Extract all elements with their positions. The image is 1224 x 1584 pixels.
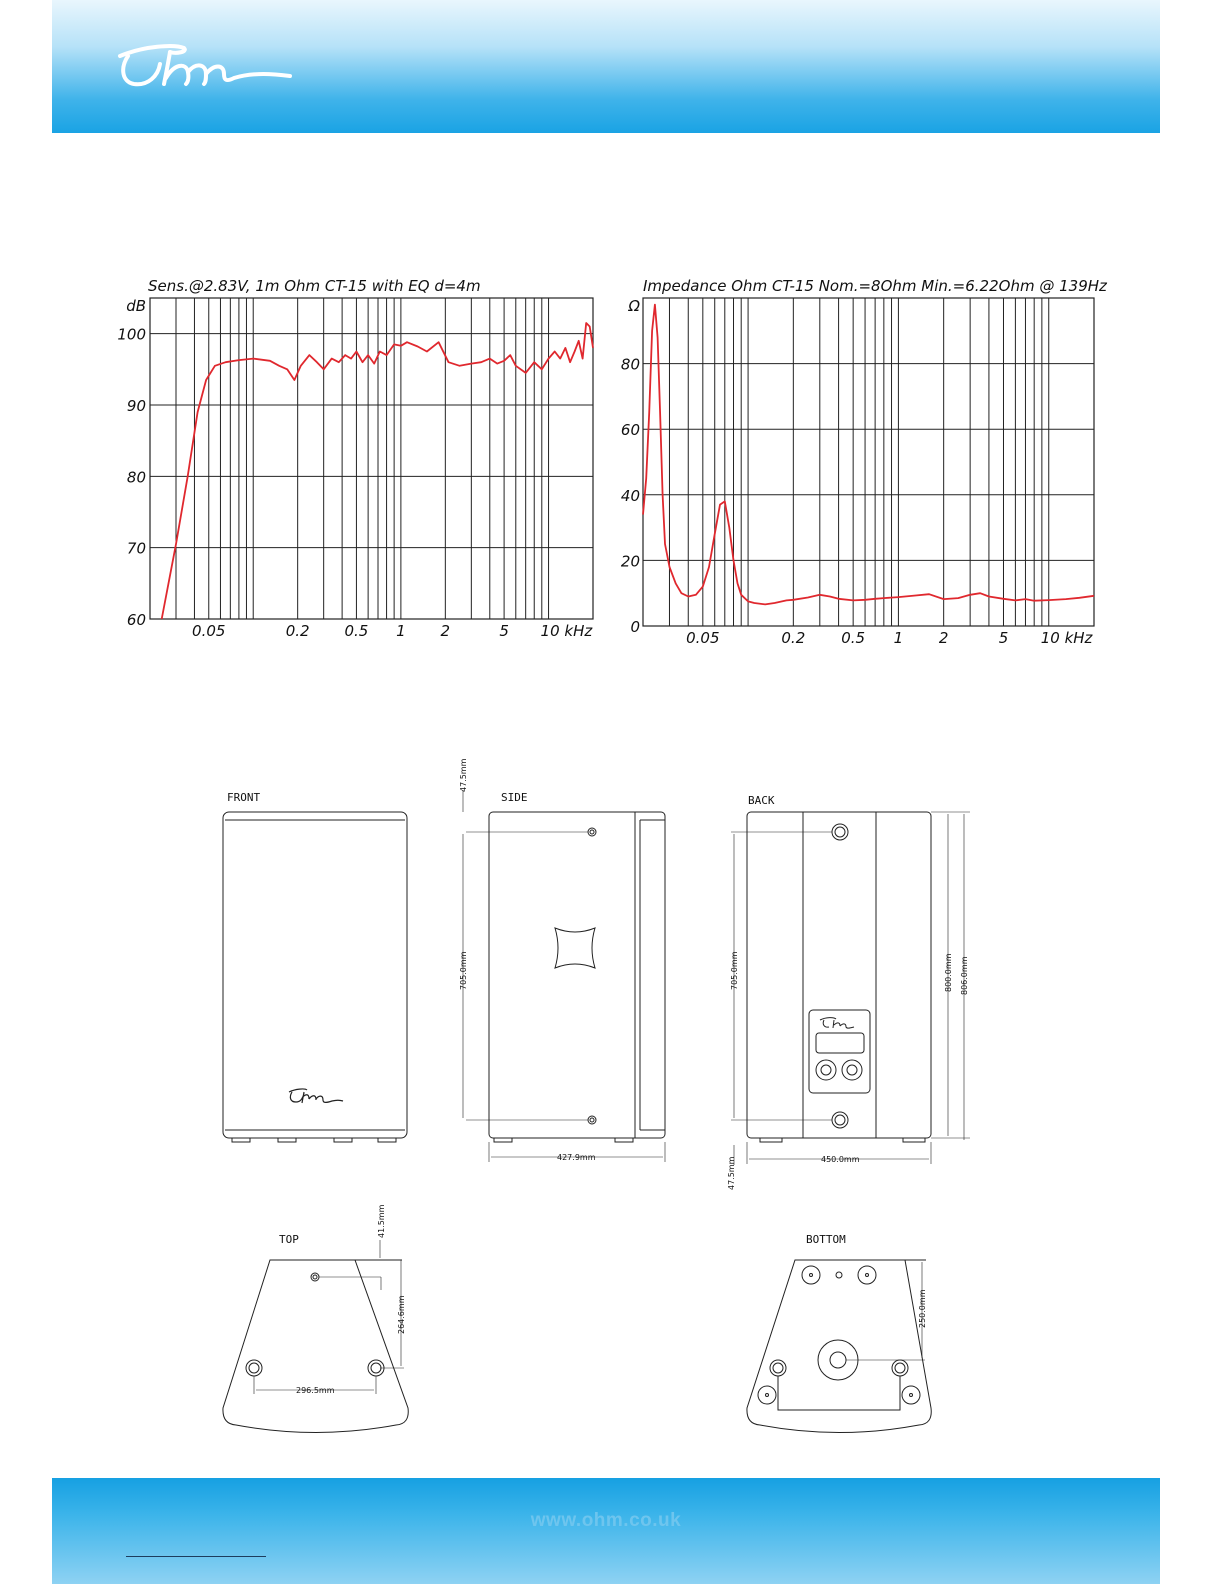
front-view (223, 812, 407, 1142)
dim-back-width: 450.0mm (821, 1155, 860, 1164)
x-tick-label: 0.5 (344, 622, 369, 640)
dim-bottom-depth: 250.0mm (918, 1289, 927, 1328)
x-tick-label: 0.05 (192, 622, 226, 640)
x-tick-label: 5 (998, 629, 1009, 647)
svg-text:Ohm: Ohm (114, 38, 117, 39)
y-tick-label: 80 (126, 468, 146, 487)
dim-side-height: 705.0mm (459, 951, 468, 990)
dim-back-overall-1: 800.0mm (944, 953, 953, 992)
y-tick-label: 100 (117, 325, 146, 344)
y-tick-label: 40 (620, 486, 640, 505)
label-side: SIDE (501, 791, 528, 804)
y-axis-label: Ω (628, 297, 640, 315)
x-tick-label: 0.2 (781, 629, 806, 647)
label-front: FRONT (227, 791, 261, 804)
x-tick-label: 0.2 (285, 622, 310, 640)
top-view (223, 1240, 408, 1433)
dim-top-depth: 264.6mm (397, 1295, 406, 1334)
dim-back-overall-2: 806.0mm (960, 956, 969, 995)
x-tick-label: 0.5 (841, 629, 866, 647)
y-tick-label: 90 (126, 397, 146, 415)
x-tick-label: 10 kHz (540, 622, 593, 640)
footer-banner (52, 1478, 1160, 1584)
dim-back-height: 705.0mm (730, 951, 739, 990)
footer-url[interactable]: www.ohm.co.uk (530, 1510, 682, 1531)
x-tick-label: 1 (893, 629, 904, 647)
x-tick-label: 5 (499, 622, 509, 640)
dim-back-offset-bottom: 47.5mm (727, 1156, 736, 1190)
y-axis-label: dB (126, 297, 146, 315)
y-tick-label: 70 (126, 539, 146, 558)
dim-side-depth: 427.9mm (557, 1153, 596, 1162)
dim-top-offset: 41.5mm (377, 1204, 386, 1238)
dim-top-width: 296.5mm (296, 1386, 335, 1395)
label-top: TOP (279, 1233, 299, 1246)
dim-side-offset-top: 47.5mm (459, 758, 468, 792)
x-tick-label: 10 kHz (1040, 629, 1093, 647)
x-tick-label: 2 (938, 629, 949, 647)
chart-title: Impedance Ohm CT-15 Nom.=8Ohm Min.=6.22Ohm @ 139Hz (643, 277, 1107, 295)
y-tick-label: 80 (620, 355, 640, 374)
x-tick-label: 0.05 (686, 629, 720, 647)
y-tick-label: 20 (620, 552, 640, 571)
label-bottom: BOTTOM (806, 1233, 846, 1246)
side-view (463, 790, 665, 1162)
x-tick-label: 2 (440, 622, 451, 640)
y-tick-label: 60 (126, 611, 146, 629)
y-tick-label: 0 (630, 618, 640, 636)
chart-title: Sens.@2.83V, 1m Ohm CT-15 with EQ d=4m (148, 277, 481, 295)
label-back: BACK (748, 794, 775, 807)
footer-rule (126, 1556, 266, 1557)
back-view (731, 812, 970, 1165)
y-tick-label: 60 (620, 421, 640, 440)
bottom-view (747, 1260, 931, 1433)
x-tick-label: 1 (396, 622, 406, 640)
